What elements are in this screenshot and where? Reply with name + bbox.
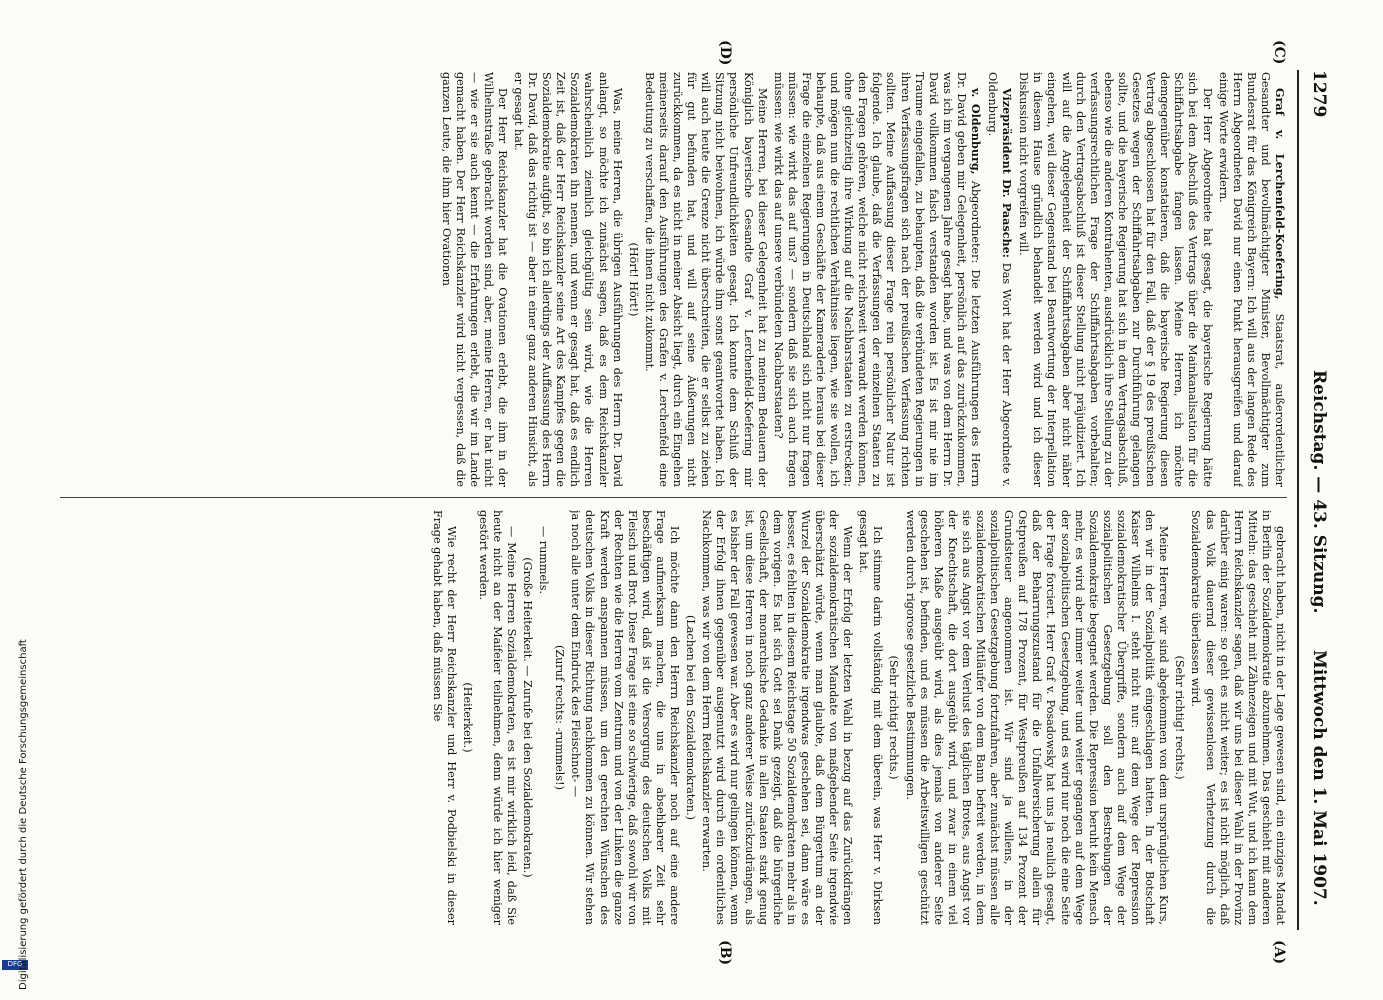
speaker-name: Vizepräsident Dr. Paasche: xyxy=(1000,88,1015,258)
paragraph xyxy=(985,72,1014,487)
header-title: Reichstag. — 43. Sitzung. xyxy=(1309,370,1329,614)
paragraph xyxy=(856,510,884,925)
paragraph-text: Abgeordneter: Die letzten Ausführungen des Herrn Dr. David geben mir Gelegenheit, persönlich auf das zurückzukommen, was ich im vergangenen Jahre gesagt habe, und was von dem Herrn Dr. David vollkommen falsch verstanden worden ist. Es ist mir nie im Traume eingefallen, zu behaupten, daß die verbündeten Regierungen in ihren Verfassungsfragen sich nach der preußischen Verfassung richten sollten. Meine Auffassung dieser Frage rein persönlicher Natur ist folgende. Ich glaube, daß die Verfassungen der einzelnen Staaten zu den Fragen gehören, welche nicht reichsweit verwandt werden können, ohne gleichzeitig ihre Wirkung auf die Nachbarstaaten zu erstrecken; und mögen nun die rechtlichen Verhältnisse liegen, wie sie wollen, ich behaupte, daß aus einem Geschäfte der Kameraderie heraus bei dieser Frage die einzelnen Regierungen in Deutschland sich nicht nur fragen müssen: wie wirkt das auf uns? — sondern daß sie sich auch fragen müssen: wie wirkt das auf unsere verbündeten Nachbarstaaten? xyxy=(771,72,983,487)
paragraph xyxy=(429,510,457,925)
text-column-right xyxy=(60,510,1287,925)
interjection: (Heiterkeit.) xyxy=(460,682,474,753)
paragraph xyxy=(568,510,681,925)
speaker-name: Graf v. Lerchenfeld-Koefering, xyxy=(1273,88,1287,300)
paragraph xyxy=(1016,72,1213,487)
paragraph xyxy=(699,510,854,925)
paragraph-text: Das Wort hat der Herr Abgeordnete v. Oldenburg. xyxy=(986,72,1014,487)
page-number: 1279 xyxy=(1309,70,1329,118)
margin-letter-b: (B) xyxy=(717,940,733,966)
paragraph-text: Der Herr Reichskanzler hat die Ovationen erlebt, die ihm in der Wilhelmstraße gebracht worden sind, aber, meine Herren, er hat nicht — wie er sie auch kennt — die Erfahrungen erlebt, die wir im Lande gemacht haben. Der Herr Reichskanzler wird nicht vergessen, daß die ganzen Leute, die ihm hier Ovationen xyxy=(439,72,509,487)
margin-letter-a: (A) xyxy=(1271,940,1287,965)
interjection: (Zuruf rechts: -rummels!) xyxy=(553,645,567,790)
header-date: Mittwoch den 1. Mai 1907. xyxy=(1309,650,1329,906)
interjection: (Große Heiterkeit. — Zurufe bei den Sozialdemokraten.) xyxy=(521,557,535,878)
paragraph-text: Ich möchte dann den Herrn Reichskanzler noch auf eine andere Frage aufmerksam machen, die uns in absehbarer Zeit sehr beschäftigen wird, daß ist die Versorgung des deutschen Volks mit Fleisch und Brot. Diese Frage ist eine so schwierige, daß sowohl wir von der Rechten wie die Herren vom Zentrum und von der Linken die ganze Kraft werden anspannen müssen, um den gerechten Wünschen des deutschen Volks in dieser Richtung nachkommen zu können. Wir stehen ja noch alle unter dem Eindruck des Fleischnot- — xyxy=(569,510,682,925)
text-column-left xyxy=(60,72,1287,487)
paragraph-text: Was, meine Herren, die übrigen Ausführungen des Herrn Dr. David anlangt, so möchte ich zunächst sagen, daß es dem Reichskanzler wahrscheinlich ziemlich gleichgültig sein wird, wie die Herren Sozialdemokraten ihn nennen, und wenn er gesagt hat, daß es endlich Zeit ist, daß der Herr Reichskanzler seine Art des Kampfes gegen die Sozialdemokratie aufgibt, so bin ich allerdings der Auffassung des Herrn Dr. David, daß das richtig ist — aber in einer ganz anderen Hinsicht, als er gesagt hat. xyxy=(512,72,624,487)
interjection: (Hört! Hört!) xyxy=(626,242,640,317)
paragraph-text: Staatsrat, außerordentlicher Gesandter und bevollmächtigter Minister, Bevollmächtigter zum Bundesrat für das Königreich Bayern: Ich will aus der langen Rede des Herrn Abgeordneten David nur einen Punkt herausgreifen und darauf einige Worte erwidern. xyxy=(1216,72,1286,487)
speaker-name: v. Oldenburg, xyxy=(969,88,984,175)
paragraph xyxy=(1216,72,1287,487)
interjection: (Lachen bei den Sozialdemokraten.) xyxy=(684,614,698,821)
paragraph xyxy=(438,72,508,487)
paragraph xyxy=(511,72,624,487)
margin-letter-d: (D) xyxy=(717,40,733,66)
paragraph-text: — Meine Herren Sozialdemokraten, es ist mir wirklich leid, daß Sie heute nicht an der Maifeier teilnehmen, denn würde ich hier weniger gestört werden. xyxy=(476,510,519,925)
interjection: (Sehr richtig! rechts.) xyxy=(887,655,901,780)
paragraph-text: Meine Herren, bei dieser Gelegenheit hat zu meinem Bedauern der Königlich bayerische Gesandte Graf v. Lerchenfeld-Koefering mir persönliche Unfreundlichkeiten gesagt. Ich konnte dem Schluß der Sitzung nicht beiwohnen, ich würde ihm sonst geantwortet haben. Ich will auch heute die Grenze nicht überschreiten, die er selbst zu ziehen für gut befunden hat, und will auf seine Äußerungen nicht zurückkommen, da es nicht in meiner Absicht liegt, durch ein Eingehen meinerseits darauf den Ausführungen des Grafen v. Lerchenfeld eine Bedeutung zu verschaffen, die ihnen nicht zukommt. xyxy=(642,72,769,487)
paragraph-text: Wie recht der Herr Reichskanzler und Herr v. Podbielski in dieser Frage gehabt haben, daß müssen Sie xyxy=(430,510,458,925)
paragraph-text: Ich stimme darin vollständig mit dem überein, was Herr v. Dirksen gesagt hat. xyxy=(857,510,885,925)
footer-credit: Digitalisierung gefördert durch die Deutsche Forschungsgemeinschaft xyxy=(18,639,29,990)
paragraph-text: gebracht haben, nicht in der Lage gewesen sind, ein einziges Mandat in Berlin der Sozialdemokratie abzunehmen. Das geschieht mit anderen Mitteln: das geschieht mit Zähnezeigen und mit Wut, und ich kann dem Herrn Reichskanzler sagen, daß wir uns bei dieser Wahl in der Provinz darüber einig waren: so geht es nicht weiter; es ist nicht möglich, daß das Volk dauernd dieser gewissenlosen Verhetzung durch die Sozialdemokratie überlassen wird. xyxy=(1189,510,1287,925)
page-header xyxy=(1297,70,1335,930)
paragraph xyxy=(1188,510,1287,925)
margin-letter-c: (C) xyxy=(1271,40,1287,65)
paragraph-text: — rummels. xyxy=(537,526,551,595)
column-divider xyxy=(60,497,1287,498)
paragraph xyxy=(536,510,550,925)
paragraph xyxy=(476,510,518,925)
paragraph xyxy=(902,510,1170,925)
paragraph xyxy=(771,72,983,487)
paragraph-text: Der Herr Abgeordnete hat gesagt, die bayerische Regierung hätte sich bei dem Abschluß des Vertrags über die Mainkanalisation für die Schiffahrtsabgabe fangen lassen. Meine Herren, ich möchte demgegenüber konstatieren, daß die bayerische Regierung diesen Vertrag abgeschlossen hat für den Fall, daß der § 19 des preußischen Gesetzes wegen der Schiffahrtsabgaben zur Durchführung gelangen sollte, und die bayerische Regierung hat sich in dem Vertragsabschluß, ebenso wie die anderen Kontrahenten, ausdrücklich ihre Stellung zu der verfassungsrechtlichen Frage der Schiffahrtsabgaben vorbehalten; durch den Vertragsabschluß ist dieser Stellung nicht präjudiziert. Ich will auf die Angelegenheit der Schiffahrtsabgaben aber nicht näher eingehen, weil dieser Gegenstand bei Beantwortung der Interpellation in diesem Hause gründlich behandelt werden wird und ich dieser Diskussion nicht vorgreifen will. xyxy=(1017,72,1214,487)
paragraph-text: Meine Herren, wir sind abgekommen von dem ursprünglichen Kurs, den wir in der Sozialpolitik eingeschlagen hatten. In der Botschaft Kaiser Wilhelms I. steht nicht nur: auf dem Wege der Repression sozialdemokratischer Übergriffe, sondern auch auf dem Wege der sozialpolitischen Gesetzgebung soll den Bestrebungen der Sozialdemokratie begegnet werden. Die Repression beruht kein Mensch mehr, es wird aber immer weiter und weiter gegangen auf dem Wege der sozialpolitischen Gesetzgebung, und es wird nur noch die eine Seite der Frage forciert. Herr Graf v. Posadowsky hat uns ja neulich gesagt, daß der Beharrungszustand für die Unfallversicherung allein für Ostpreußen auf 178 Prozent, für Westpreußen auf 134 Prozent der Grundsteuer angenommen ist. Wir sind ja willens, in der sozialpolitischen Gesetzgebung fortzufahren, aber zunächst müssen alle sozialdemokratischen Mitläufer von dem Bann befreit werden, in dem sie sich aus Angst vor dem Verlust des täglichen Brotes, aus Angst vor der Knechtschaft, die dort ausgeübt wird, und zwar in einem viel höheren Maße ausgeübt wird, als dies jemals von anderer Seite geschehen ist, befinden, und es müssen die Arbeitswilligen geschützt werden durch rigorose gesetzliche Bestimmungen. xyxy=(903,510,1171,925)
dfg-logo: DFG xyxy=(2,960,28,970)
paragraph-text: Wenn der Erfolg der letzten Wahl in bezug auf das Zurückdrängen der sozialdemokratischen Mandate von maßgebender Seite irgendwie überschätzt würde, wenn man glaubte, daß dem Bürgertum an der Wurzel der Sozialdemokratie irgendwas geschehen sei, dann wäre es besser, es fehlten in diesem Reichstage 50 Sozialdemokraten mehr als in dem vorigen. Es hat sich Gott sei Dank gezeigt, daß die bürgerliche Gesellschaft, der monarchische Gedanke in allen Staaten stark genug ist, um diese Herren in noch ganz anderer Weise zurückzudrängen, als es bisher der Fall gewesen war. Aber es wird nur gelingen können, wenn der Erfolg ihnen gegenüber ausgenutzt wird durch ein ordentliches Nachkommen, was wir von dem Herrn Reichskanzler erwarten. xyxy=(700,510,855,925)
paragraph xyxy=(642,72,769,487)
interjection: (Sehr richtig! rechts.) xyxy=(1173,655,1187,780)
